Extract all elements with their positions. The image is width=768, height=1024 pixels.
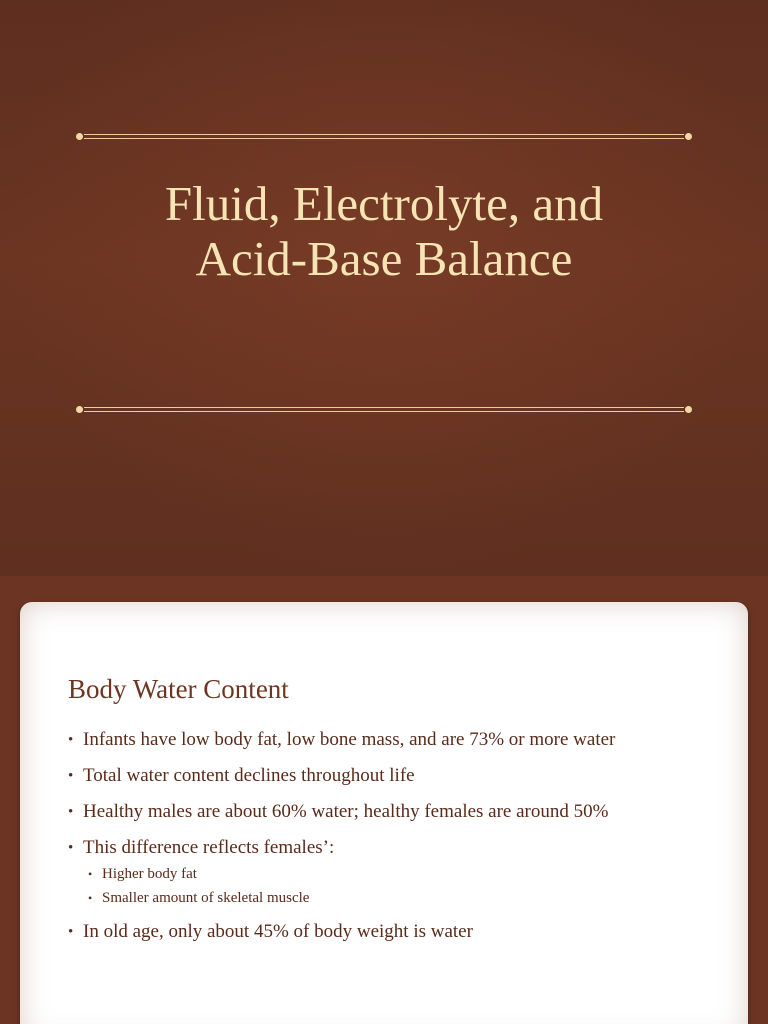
slide-title-line-1: Fluid, Electrolyte, and <box>164 176 604 231</box>
bullet-item: • Total water content declines throughout life <box>68 764 738 788</box>
slide-title <box>60 176 708 286</box>
ornament-dot <box>685 133 692 140</box>
ornament-line <box>84 138 684 139</box>
top-ornament-rule <box>76 132 692 142</box>
bullet-list <box>68 728 738 956</box>
ornament-dot <box>76 133 83 140</box>
sub-bullet-item: • Smaller amount of skeletal muscle <box>68 888 738 908</box>
ornament-dot <box>76 406 83 413</box>
bottom-ornament-rule <box>76 405 692 415</box>
bullet-item: • In old age, only about 45% of body weight is water <box>68 920 738 944</box>
ornament-line <box>84 411 684 412</box>
content-slide <box>20 602 748 1024</box>
ornament-line <box>84 134 684 135</box>
content-slide-heading: Body Water Content <box>68 674 289 704</box>
bullet-item: • Infants have low body fat, low bone mass, and are 73% or more water <box>68 728 738 752</box>
slide-title-line-2: Acid-Base Balance <box>195 231 573 286</box>
ornament-line <box>84 407 684 408</box>
ornament-dot <box>685 406 692 413</box>
bullet-item: • This difference reflects females’: <box>68 836 738 860</box>
bullet-item: • Healthy males are about 60% water; healthy females are around 50% <box>68 800 738 824</box>
sub-bullet-item: • Higher body fat <box>68 864 738 884</box>
